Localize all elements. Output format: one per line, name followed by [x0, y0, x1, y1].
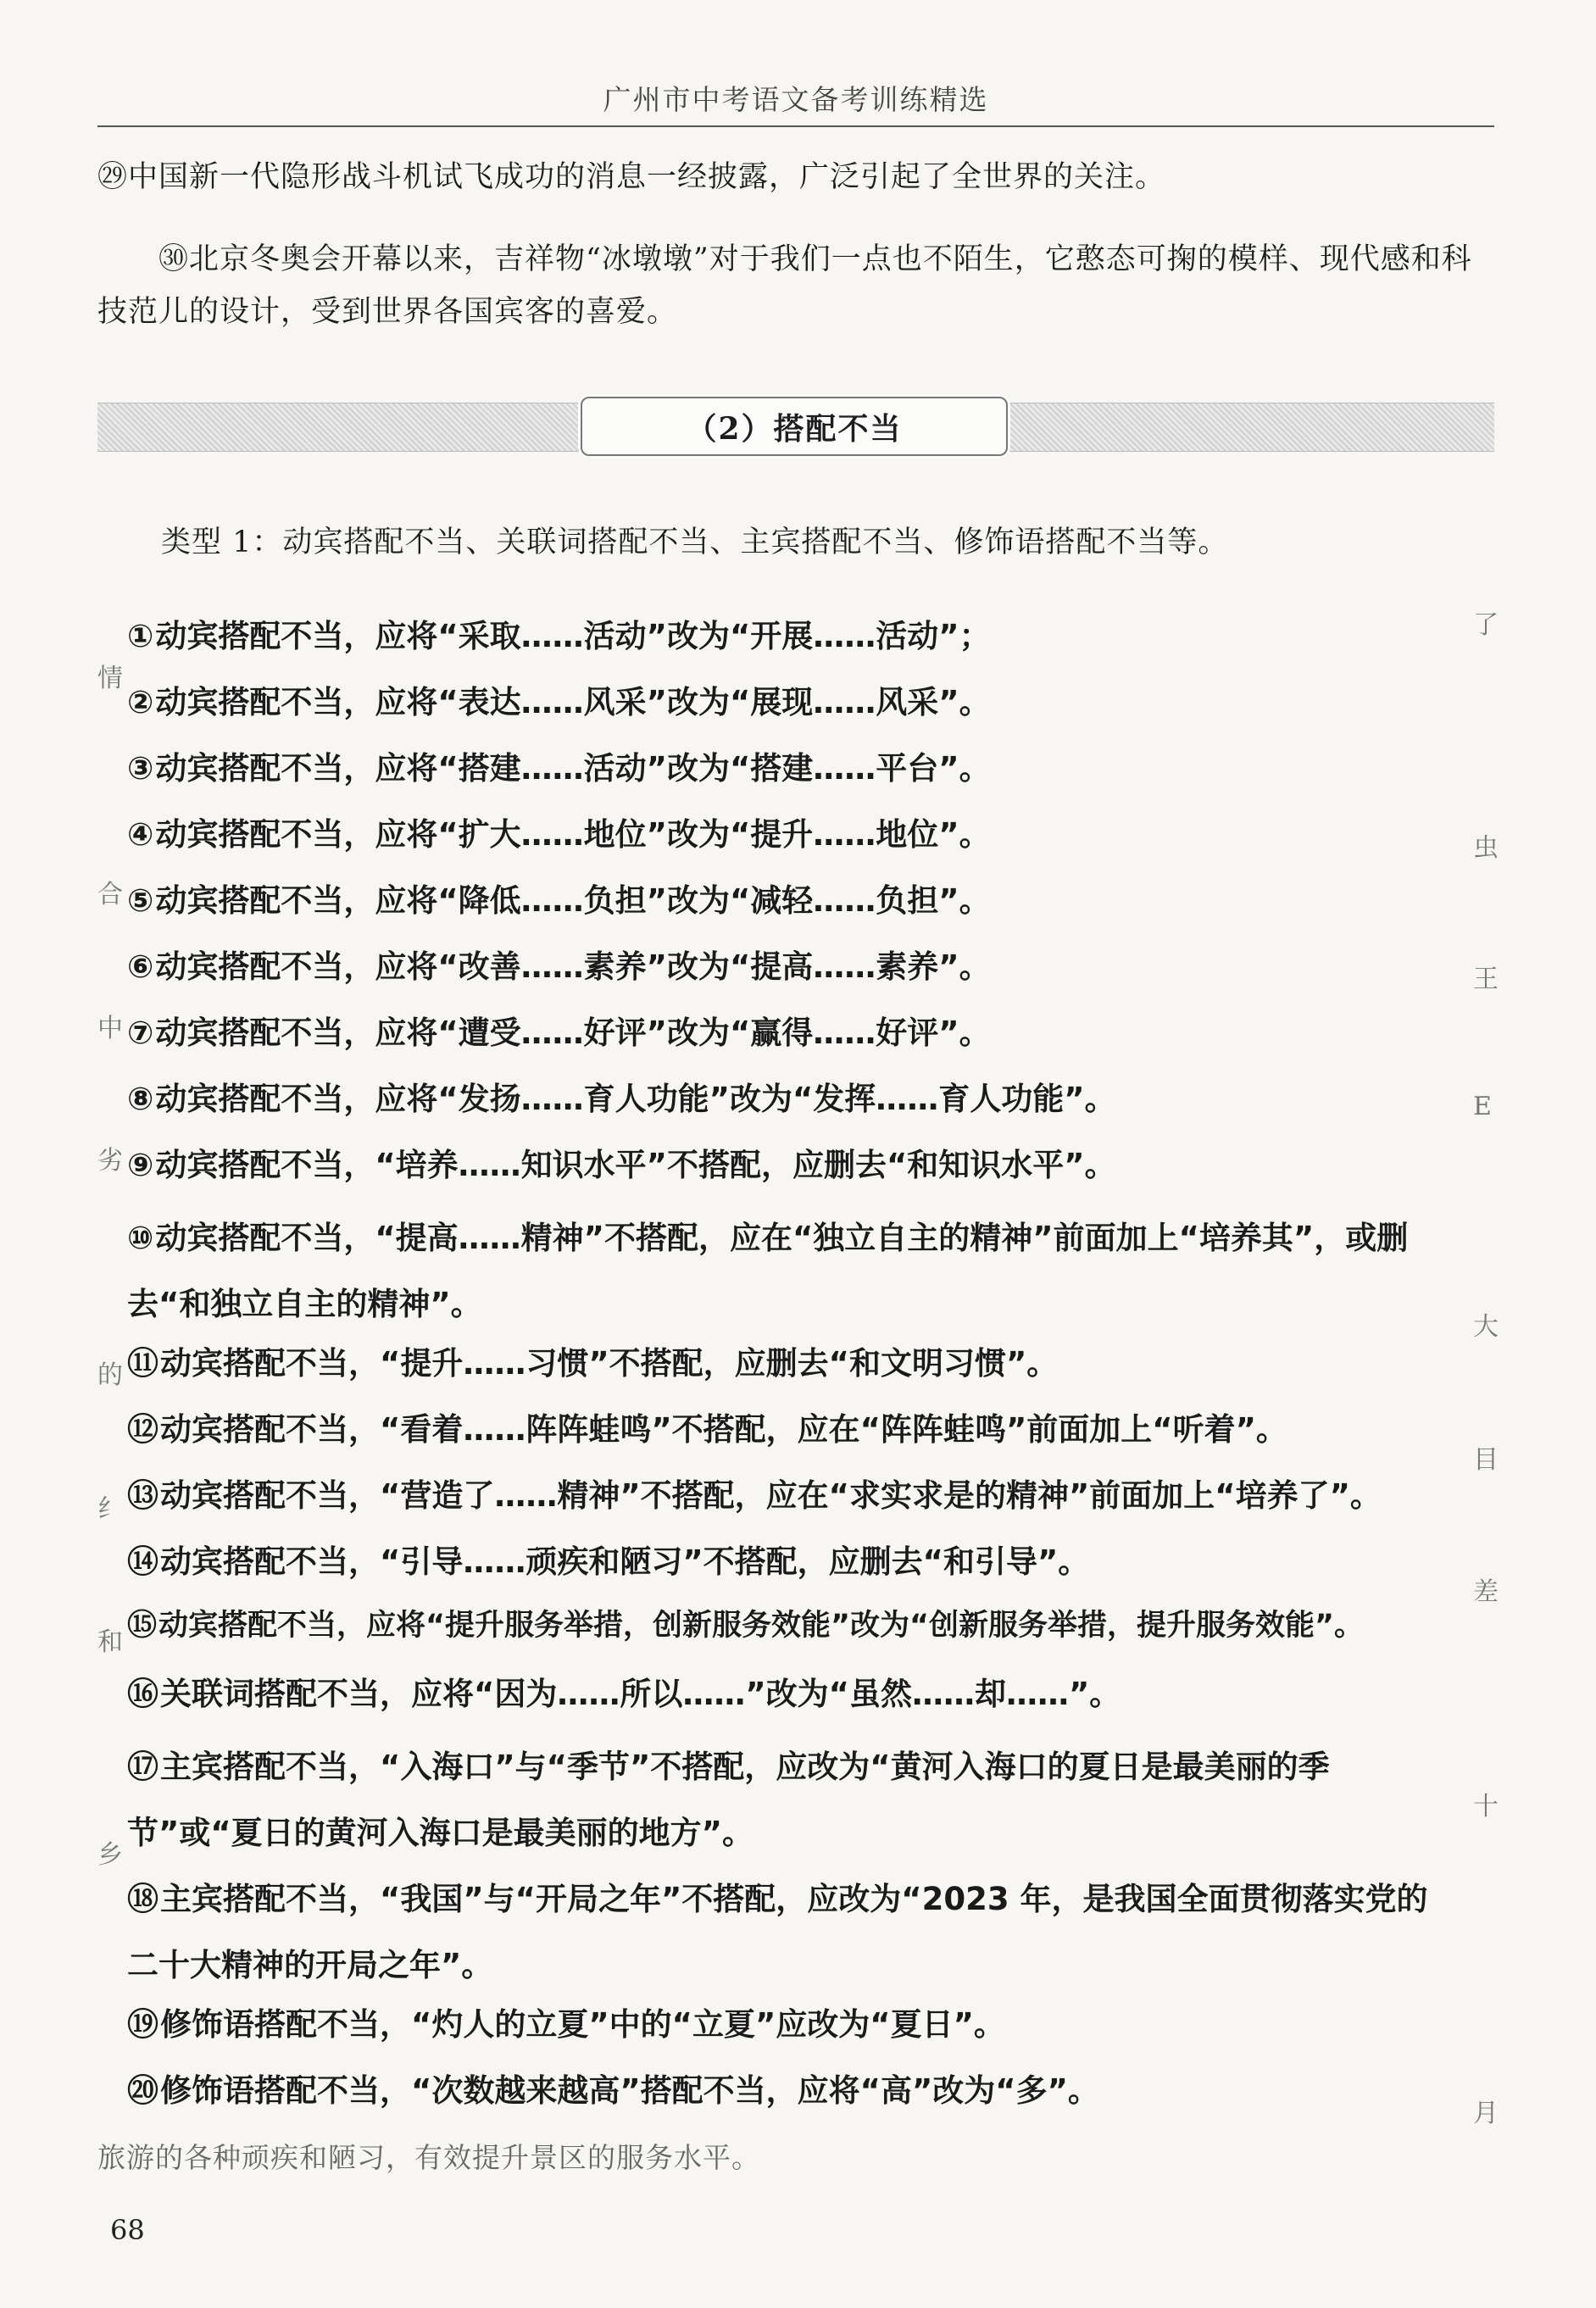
- item-text: 动宾搭配不当，应将“提升服务举措，创新服务效能”改为“创新服务举措，提升服务效能”。: [158, 1609, 1365, 1643]
- item-text: 动宾搭配不当，应将“发扬……育人功能”改为“发挥……育人功能”。: [155, 1081, 1116, 1117]
- margin-char: 差: [1473, 1577, 1499, 1607]
- item-text: 动宾搭配不当，应将“采取……活动”改为“开展……活动”；: [155, 618, 991, 654]
- item-number: ⑮: [127, 1609, 158, 1643]
- list-item: [127, 742, 991, 788]
- item-number: ⑬: [127, 1477, 158, 1514]
- margin-char: 乡: [97, 1840, 123, 1870]
- item-number: ⑨: [127, 1147, 154, 1183]
- item-number: ⑲: [127, 2006, 158, 2043]
- item-text: 主宾搭配不当，“我国”与“开局之年”不搭配，应改为“2023 年，是我国全面贯彻落实党的二十大精神的开局之年”。: [127, 1881, 1428, 1983]
- margin-char: 月: [1473, 2099, 1499, 2128]
- margin-char: 王: [1473, 965, 1499, 994]
- list-item: [127, 1866, 1458, 1999]
- item-text: 动宾搭配不当，应将“改善……素养”改为“提高……素养”。: [155, 948, 991, 985]
- item-number: ⑦: [127, 1015, 154, 1051]
- list-item: [127, 1338, 1058, 1383]
- item-number: ⑩: [127, 1220, 154, 1256]
- item-number: ①: [127, 618, 154, 654]
- margin-char: 和: [97, 1627, 123, 1657]
- type-description: 类型 1：动宾搭配不当、关联词搭配不当、主宾搭配不当、修饰语搭配不当等。: [161, 526, 1229, 559]
- item-text: 动宾搭配不当，应将“扩大……地位”改为“提升……地位”。: [155, 816, 991, 853]
- item-text: 关联词搭配不当，应将“因为……所以……”改为“虽然……却……”。: [160, 1676, 1121, 1712]
- list-item: [127, 1073, 1116, 1119]
- list-item: [127, 941, 991, 987]
- margin-char: 大: [1473, 1312, 1499, 1342]
- item-number: ⑪: [127, 1345, 158, 1382]
- item-text: 动宾搭配不当，应将“遭受……好评”改为“赢得……好评”。: [155, 1015, 991, 1051]
- item-text: 动宾搭配不当，“营造了……精神”不搭配，应在“求实求是的精神”前面加上“培养了”。: [160, 1477, 1382, 1514]
- item-number: ⑱: [127, 1881, 158, 1917]
- item-text: 动宾搭配不当，应将“搭建……活动”改为“搭建……平台”。: [155, 750, 991, 787]
- margin-char: 了: [1473, 610, 1499, 640]
- margin-char: 纟: [97, 1494, 123, 1524]
- item-text: 动宾搭配不当，“提高……精神”不搭配，应在“独立自主的精神”前面加上“培养其”，或删去“和独立自主的精神”。: [127, 1220, 1409, 1322]
- list-item: [127, 1205, 1458, 1338]
- item-text: 动宾搭配不当，“提升……习惯”不搭配，应删去“和文明习惯”。: [160, 1345, 1059, 1382]
- item-number: ⑯: [127, 1676, 158, 1712]
- item-number: ③: [127, 750, 154, 787]
- margin-char: 的: [97, 1360, 123, 1390]
- margin-char: 十: [1473, 1792, 1499, 1821]
- list-item: [127, 1536, 1089, 1582]
- item-text: 动宾搭配不当，“引导……顽疾和陋习”不搭配，应删去“和引导”。: [160, 1543, 1090, 1580]
- item-number: ⑭: [127, 1543, 158, 1580]
- list-item: [127, 1734, 1458, 1866]
- item-number: ②: [127, 684, 154, 720]
- list-item: [127, 1007, 991, 1053]
- list-item: [127, 875, 991, 920]
- list-item: [127, 1668, 1121, 1714]
- list-item: [127, 676, 991, 722]
- list-item: [127, 1139, 1116, 1185]
- item-number: ④: [127, 816, 154, 853]
- item-text: 动宾搭配不当，“看着……阵阵蛙鸣”不搭配，应在“阵阵蛙鸣”前面加上“听着”。: [160, 1411, 1287, 1448]
- item-number: ⑫: [127, 1411, 158, 1448]
- item-number: ⑳: [127, 2072, 158, 2109]
- item-number: ⑥: [127, 948, 154, 985]
- item-text: 动宾搭配不当，应将“表达……风采”改为“展现……风采”。: [155, 684, 991, 720]
- item-number: ⑰: [127, 1749, 158, 1785]
- intro-paragraph-30: ㉚北京冬奥会开幕以来，吉祥物“冰墩墩”对于我们一点也不陌生，它憨态可掬的模样、现代感和科技范儿的设计，受到世界各国宾客的喜爱。: [97, 242, 1472, 329]
- margin-char: E: [1473, 1092, 1492, 1121]
- list-item: [127, 1404, 1287, 1449]
- bleed-through-text: 旅游的各种顽疾和陋习，有效提升景区的服务水平。: [97, 2141, 760, 2174]
- list-item: [127, 1999, 1005, 2044]
- margin-char: 劣: [97, 1146, 123, 1176]
- intro-paragraph-29: ㉙中国新一代隐形战斗机试飞成功的消息一经披露，广泛引起了全世界的关注。: [97, 160, 1166, 194]
- margin-char: 中: [97, 1014, 123, 1043]
- margin-char: 虫: [1473, 833, 1499, 863]
- item-number: ⑧: [127, 1081, 154, 1117]
- margin-char: 合: [97, 880, 123, 909]
- list-item: [127, 1470, 1382, 1515]
- page-number: 68: [110, 2214, 145, 2246]
- item-text: 主宾搭配不当，“入海口”与“季节”不搭配，应改为“黄河入海口的夏日是最美丽的季节”或“夏日的黄河入海口是最美丽的地方”。: [127, 1749, 1330, 1851]
- list-item: [127, 1602, 1364, 1644]
- list-item: [127, 2065, 1099, 2111]
- item-text: 修饰语搭配不当，“灼人的立夏”中的“立夏”应改为“夏日”。: [160, 2006, 1005, 2043]
- item-number: ⑤: [127, 882, 154, 919]
- running-header: 广州市中考语文备考训练精选: [603, 83, 989, 116]
- margin-char: 目: [1473, 1445, 1499, 1475]
- header-rule: [97, 125, 1494, 127]
- item-text: 动宾搭配不当，“培养……知识水平”不搭配，应删去“和知识水平”。: [155, 1147, 1116, 1183]
- item-text: 修饰语搭配不当，“次数越来越高”搭配不当，应将“高”改为“多”。: [160, 2072, 1099, 2109]
- margin-char: 情: [97, 664, 123, 693]
- list-item: [127, 809, 991, 854]
- list-item: [127, 610, 991, 656]
- section-title: （2）搭配不当: [581, 397, 1008, 456]
- item-text: 动宾搭配不当，应将“降低……负担”改为“减轻……负担”。: [155, 882, 991, 919]
